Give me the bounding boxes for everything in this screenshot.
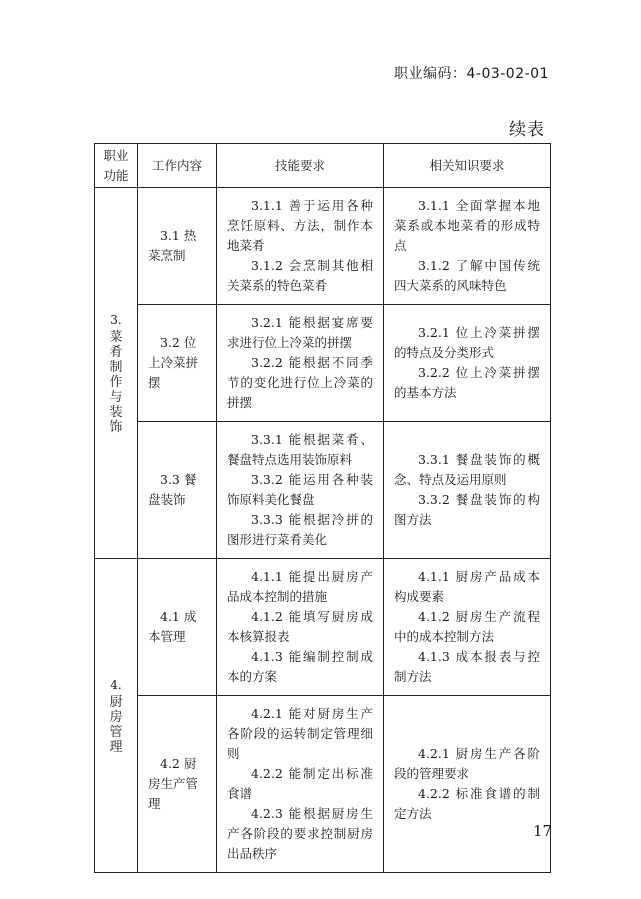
category-cell: [95, 188, 138, 559]
knowledge-item: 3.1.2 了解中国传统四大菜系的风味特色: [394, 258, 540, 293]
knowledge-item: 3.3.1 餐盘装饰的概念、特点及运用原则: [394, 452, 540, 487]
knowledge-item: 4.1.3 成本报表与控制方法: [394, 649, 540, 684]
knowledge-cell: [384, 188, 551, 305]
occupation-code: 职业编码：4-03-02-01: [393, 66, 549, 82]
work-content-cell: 4.1 成本管理: [138, 559, 217, 696]
work-content-cell: 3.2 位上冷菜拼摆: [138, 305, 217, 422]
skill-cell: [217, 305, 384, 422]
knowledge-cell: [384, 696, 551, 873]
column-header: 相关知识要求: [384, 144, 551, 188]
continued-label: 续表: [509, 120, 545, 140]
table-row: [95, 696, 551, 873]
knowledge-item: 4.2.1 厨房生产各阶段的管理要求: [394, 746, 540, 781]
page-number: 17: [533, 822, 553, 840]
skill-cell: [217, 696, 384, 873]
skill-item: 3.1.1 善于运用各种烹饪原料、方法，制作本地菜肴: [227, 198, 373, 253]
work-content-cell: 3.3 餐盘装饰: [138, 422, 217, 559]
skill-item: 4.2.3 能根据厨房生产各阶段的要求控制厨房出品秩序: [227, 806, 373, 861]
skill-cell: [217, 422, 384, 559]
skills-table: [94, 143, 551, 873]
knowledge-item: 4.1.1 厨房产品成本构成要素: [394, 569, 540, 604]
skill-item: 3.2.1 能根据宴席要求进行位上冷菜的拼摆: [227, 315, 373, 350]
table-header-row: [95, 144, 551, 188]
skill-cell: [217, 188, 384, 305]
skill-item: 4.2.1 能对厨房生产各阶段的运转制定管理细则: [227, 706, 373, 761]
skill-item: 4.1.1 能提出厨房产品成本控制的措施: [227, 569, 373, 604]
table-row: [95, 422, 551, 559]
category-name: 厨房管理: [109, 694, 123, 755]
category-number: 4.: [110, 677, 122, 692]
skill-item: 3.3.3 能根据冷拼的图形进行菜肴美化: [227, 512, 373, 547]
table-row: [95, 559, 551, 696]
table-row: [95, 305, 551, 422]
knowledge-cell: [384, 422, 551, 559]
skill-cell: [217, 559, 384, 696]
knowledge-item: 4.1.2 厨房生产流程中的成本控制方法: [394, 609, 540, 644]
skill-item: 3.3.2 能运用各种装饰原料美化餐盘: [227, 472, 373, 507]
work-content-cell: 3.1 热菜烹制: [138, 188, 217, 305]
knowledge-item: 3.2.1 位上冷菜拼摆的特点及分类形式: [394, 325, 540, 360]
category-cell: [95, 559, 138, 873]
knowledge-item: 4.2.2 标准食谱的制定方法: [394, 786, 540, 821]
column-header: 技能要求: [217, 144, 384, 188]
skill-item: 3.2.2 能根据不同季节的变化进行位上冷菜的拼摆: [227, 355, 373, 410]
knowledge-cell: [384, 559, 551, 696]
knowledge-item: 3.3.2 餐盘装饰的构图方法: [394, 492, 540, 527]
category-name: 菜肴制作与装饰: [109, 329, 123, 435]
column-header: 职业功能: [95, 144, 138, 188]
skill-item: 4.2.2 能制定出标准食谱: [227, 766, 373, 801]
skill-item: 3.3.1 能根据菜肴、餐盘特点选用装饰原料: [227, 432, 373, 467]
table-row: [95, 188, 551, 305]
work-content-cell: 4.2 厨房生产管理: [138, 696, 217, 873]
category-number: 3.: [110, 312, 122, 327]
skill-item: 3.1.2 会烹制其他相关菜系的特色菜肴: [227, 258, 373, 293]
knowledge-item: 3.2.2 位上冷菜拼摆的基本方法: [394, 365, 540, 400]
knowledge-cell: [384, 305, 551, 422]
skill-item: 4.1.3 能编制控制成本的方案: [227, 649, 373, 684]
column-header: 工作内容: [138, 144, 217, 188]
knowledge-item: 3.1.1 全面掌握本地菜系或本地菜肴的形成特点: [394, 198, 540, 253]
skill-item: 4.1.2 能填写厨房成本核算报表: [227, 609, 373, 644]
